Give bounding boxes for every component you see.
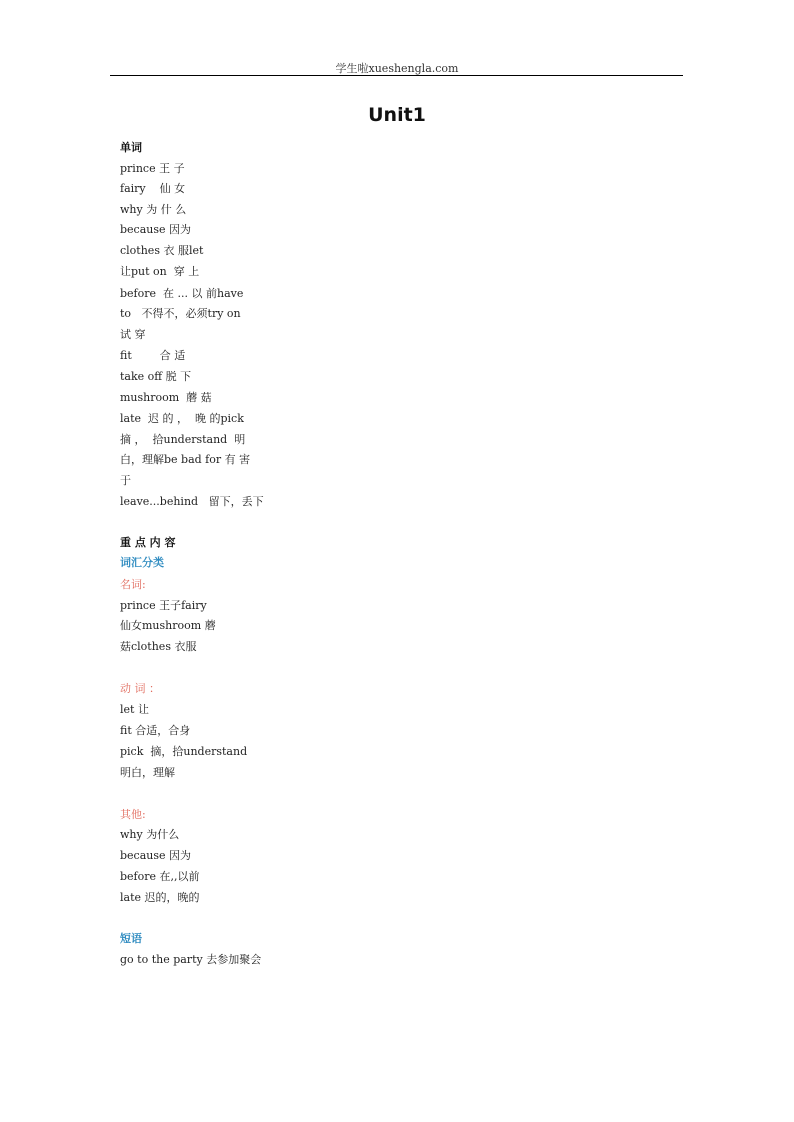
other-line: why 为什么 <box>120 828 180 841</box>
phrases-heading: 短语 <box>120 932 142 945</box>
word-line: leave...behind 留下，丢下 <box>120 495 264 508</box>
noun-line: prince 王子fairy <box>120 599 207 612</box>
word-line: 白，理解be bad for 有 害 <box>120 453 251 466</box>
word-line: prince 王 子 <box>120 162 185 175</box>
word-line: late 迟 的 ， 晚 的pick <box>120 412 244 425</box>
header-divider <box>110 75 683 76</box>
word-line: why 为 什 么 <box>120 203 187 216</box>
verbs-label: 动 词 ： <box>120 682 160 695</box>
word-line: mushroom 蘑 菇 <box>120 391 212 404</box>
verb-line: let 让 <box>120 703 149 716</box>
word-line: fit 合 适 <box>120 349 186 362</box>
words-heading: 单词 <box>120 141 142 154</box>
others-label: 其他: <box>120 808 146 821</box>
word-line: 摘 ， 拾understand 明 <box>120 433 246 446</box>
word-line: 让put on 穿 上 <box>120 265 200 278</box>
verb-line: fit 合适，合身 <box>120 724 191 737</box>
word-line: 于 <box>120 474 131 487</box>
other-line: before 在,,以前 <box>120 870 200 883</box>
word-line: clothes 衣 服let <box>120 244 204 257</box>
key-content-heading: 重 点 内 容 <box>120 536 176 549</box>
word-line: to 不得不，必须try on <box>120 307 241 320</box>
vocab-classification-heading: 词汇分类 <box>120 556 164 569</box>
page-title: Unit1 <box>368 104 426 126</box>
word-line: before 在 ... 以 前have <box>120 287 244 300</box>
verb-line: pick 摘，拾understand <box>120 745 248 758</box>
nouns-label: 名词: <box>120 578 146 591</box>
noun-line: 菇clothes 衣服 <box>120 640 197 653</box>
other-line: late 迟的，晚的 <box>120 891 200 904</box>
word-line: fairy 仙 女 <box>120 182 186 195</box>
phrase-line: go to the party 去参加聚会 <box>120 953 262 966</box>
word-line: 试 穿 <box>120 328 146 341</box>
word-line: take off 脱 下 <box>120 370 192 383</box>
site-header: 学生啦xueshengla.com <box>335 62 459 75</box>
noun-line: 仙女mushroom 蘑 <box>120 619 216 632</box>
verb-line: 明白，理解 <box>120 766 175 779</box>
other-line: because 因为 <box>120 849 192 862</box>
word-line: because 因为 <box>120 223 192 236</box>
